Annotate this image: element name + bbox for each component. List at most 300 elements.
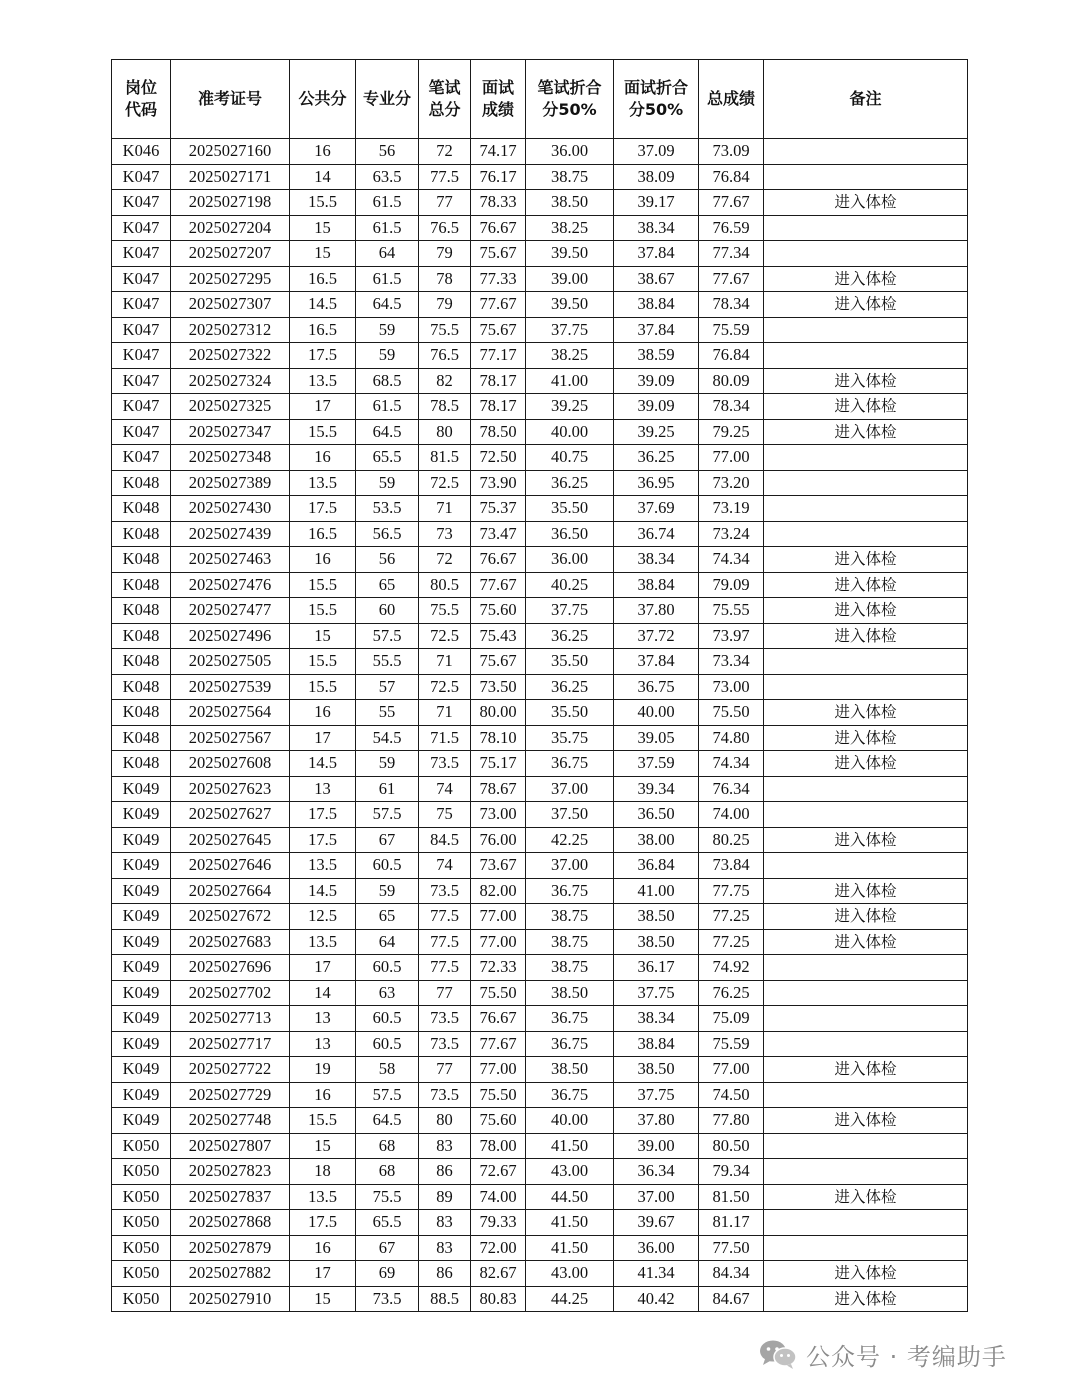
table-row — [112, 496, 968, 522]
table-cell: 43.00 — [526, 1261, 614, 1287]
table-cell: 2025027307 — [171, 292, 290, 318]
table-cell: K047 — [112, 215, 171, 241]
table-cell: 76.5 — [419, 343, 471, 369]
table-cell: 36.34 — [614, 1159, 699, 1185]
header-position-code: 岗位 代码 — [124, 78, 157, 119]
table-cell: 56 — [356, 139, 419, 165]
table-row — [112, 623, 968, 649]
table-cell — [764, 317, 968, 343]
table-cell: 78.50 — [471, 419, 526, 445]
table-cell: K048 — [112, 496, 171, 522]
table-cell: 16 — [290, 1235, 356, 1261]
table-cell: 63 — [356, 980, 419, 1006]
table-cell: 64.5 — [356, 292, 419, 318]
table-cell: 84.5 — [419, 827, 471, 853]
table-cell: 77.33 — [471, 266, 526, 292]
table-cell: K048 — [112, 751, 171, 777]
table-cell: 36.95 — [614, 470, 699, 496]
table-cell: 38.59 — [614, 343, 699, 369]
table-cell: K047 — [112, 419, 171, 445]
table-cell: 83 — [419, 1235, 471, 1261]
table-cell: 78.17 — [471, 368, 526, 394]
table-cell: 39.09 — [614, 368, 699, 394]
table-cell: 80 — [419, 419, 471, 445]
table-cell: 76.17 — [471, 164, 526, 190]
table-cell: 77.67 — [699, 266, 764, 292]
header-interview-score: 面试 成绩 — [481, 78, 514, 119]
table-cell: 71 — [419, 496, 471, 522]
table-cell — [764, 674, 968, 700]
table-cell: 60.5 — [356, 853, 419, 879]
table-cell: 39.09 — [614, 394, 699, 420]
table-cell: 38.25 — [526, 215, 614, 241]
table-cell: 76.67 — [471, 1006, 526, 1032]
table-cell: 67 — [356, 827, 419, 853]
table-cell: 35.50 — [526, 496, 614, 522]
table-cell — [764, 1031, 968, 1057]
table-cell: 36.74 — [614, 521, 699, 547]
table-cell: 13.5 — [290, 1184, 356, 1210]
table-cell: 73.84 — [699, 853, 764, 879]
table-cell: 15 — [290, 241, 356, 267]
table-cell: 38.75 — [526, 955, 614, 981]
table-cell: 36.75 — [526, 751, 614, 777]
table-cell — [764, 1133, 968, 1159]
table-cell: 68 — [356, 1159, 419, 1185]
table-cell: 65 — [356, 904, 419, 930]
table-cell: K049 — [112, 1057, 171, 1083]
table-cell: 78.34 — [699, 394, 764, 420]
table-cell: 67 — [356, 1235, 419, 1261]
table-cell: 77.00 — [699, 445, 764, 471]
table-cell: 77.00 — [699, 1057, 764, 1083]
table-cell: 74.34 — [699, 751, 764, 777]
table-cell: K049 — [112, 1082, 171, 1108]
table-cell: 79 — [419, 241, 471, 267]
table-cell: 74.17 — [471, 139, 526, 165]
table-cell: 75.59 — [699, 317, 764, 343]
table-cell: 75.55 — [699, 598, 764, 624]
table-cell: 15.5 — [290, 419, 356, 445]
table-row — [112, 139, 968, 165]
table-cell: 72.5 — [419, 470, 471, 496]
table-row — [112, 1006, 968, 1032]
table-cell: 14.5 — [290, 751, 356, 777]
table-cell: 38.84 — [614, 1031, 699, 1057]
table-cell: 37.59 — [614, 751, 699, 777]
table-cell: 76.67 — [471, 547, 526, 573]
table-cell: 72.33 — [471, 955, 526, 981]
table-cell: 38.50 — [526, 1057, 614, 1083]
table-cell: K046 — [112, 139, 171, 165]
table-cell: 75.60 — [471, 598, 526, 624]
table-cell: 76.25 — [699, 980, 764, 1006]
table-cell: 44.50 — [526, 1184, 614, 1210]
header-interview-weighted: 面试折合 分50% — [623, 78, 688, 119]
table-cell — [764, 1235, 968, 1261]
table-cell: 36.50 — [614, 802, 699, 828]
table-row — [112, 980, 968, 1006]
table-cell: 75.5 — [356, 1184, 419, 1210]
table-cell: 73.5 — [419, 751, 471, 777]
table-cell: 2025027683 — [171, 929, 290, 955]
table-cell: 39.17 — [614, 190, 699, 216]
table-cell: 74 — [419, 776, 471, 802]
table-cell: 74.00 — [699, 802, 764, 828]
table-cell: 54.5 — [356, 725, 419, 751]
table-cell: 15 — [290, 1133, 356, 1159]
table-cell: 75.67 — [471, 317, 526, 343]
table-cell: K049 — [112, 929, 171, 955]
table-cell: 64 — [356, 929, 419, 955]
table-cell: 65 — [356, 572, 419, 598]
table-cell: 2025027910 — [171, 1286, 290, 1312]
table-cell: 38.50 — [614, 1057, 699, 1083]
table-cell: 59 — [356, 878, 419, 904]
table-cell: 进入体检 — [764, 190, 968, 216]
table-row — [112, 649, 968, 675]
table-cell: 83 — [419, 1210, 471, 1236]
table-cell: 57.5 — [356, 623, 419, 649]
table-cell: 77.00 — [471, 904, 526, 930]
table-cell: 61.5 — [356, 190, 419, 216]
table-cell: 2025027623 — [171, 776, 290, 802]
table-cell: 38.50 — [614, 929, 699, 955]
table-row — [112, 776, 968, 802]
table-cell — [764, 445, 968, 471]
table-cell: 77.34 — [699, 241, 764, 267]
table-cell: 77 — [419, 190, 471, 216]
table-cell: 53.5 — [356, 496, 419, 522]
table-cell: 73.5 — [356, 1286, 419, 1312]
table-cell: 84.34 — [699, 1261, 764, 1287]
table-row — [112, 1235, 968, 1261]
table-cell: 78.5 — [419, 394, 471, 420]
table-row — [112, 700, 968, 726]
table-cell — [764, 496, 968, 522]
table-cell: 37.84 — [614, 317, 699, 343]
table-cell: 77.5 — [419, 929, 471, 955]
table-cell: 73.00 — [471, 802, 526, 828]
table-cell: 2025027204 — [171, 215, 290, 241]
table-cell: K048 — [112, 572, 171, 598]
table-cell — [764, 955, 968, 981]
table-cell: 73.97 — [699, 623, 764, 649]
table-cell: K047 — [112, 292, 171, 318]
table-cell: 36.25 — [526, 470, 614, 496]
table-cell: 2025027646 — [171, 853, 290, 879]
table-cell: 39.67 — [614, 1210, 699, 1236]
table-cell: 59 — [356, 470, 419, 496]
table-cell: 13.5 — [290, 929, 356, 955]
table-cell: 77.5 — [419, 904, 471, 930]
table-cell: 75.43 — [471, 623, 526, 649]
table-cell: 36.00 — [614, 1235, 699, 1261]
table-cell: 75 — [419, 802, 471, 828]
table-cell: 37.75 — [614, 980, 699, 1006]
header-remarks: 备注 — [849, 89, 882, 108]
table-cell: 12.5 — [290, 904, 356, 930]
table-cell: K050 — [112, 1210, 171, 1236]
table-cell: 15.5 — [290, 572, 356, 598]
table-cell: 进入体检 — [764, 266, 968, 292]
table-cell: 81.50 — [699, 1184, 764, 1210]
table-cell: 81.5 — [419, 445, 471, 471]
table-cell: 74.50 — [699, 1082, 764, 1108]
table-row — [112, 521, 968, 547]
table-cell: K050 — [112, 1159, 171, 1185]
table-row — [112, 1108, 968, 1134]
table-cell: 38.50 — [614, 904, 699, 930]
table-row — [112, 1261, 968, 1287]
table-cell: K047 — [112, 343, 171, 369]
table-cell: 83 — [419, 1133, 471, 1159]
table-cell: 68 — [356, 1133, 419, 1159]
table-cell: 39.00 — [526, 266, 614, 292]
table-cell: 进入体检 — [764, 572, 968, 598]
table-cell: 71 — [419, 700, 471, 726]
table-cell: 72.00 — [471, 1235, 526, 1261]
table-row — [112, 1286, 968, 1312]
table-cell: 2025027160 — [171, 139, 290, 165]
table-row — [112, 598, 968, 624]
table-cell: 77.00 — [471, 929, 526, 955]
table-cell: 43.00 — [526, 1159, 614, 1185]
table-cell: K047 — [112, 394, 171, 420]
table-cell: K047 — [112, 241, 171, 267]
table-cell: 37.00 — [526, 853, 614, 879]
table-cell: 74.92 — [699, 955, 764, 981]
table-cell: 40.00 — [526, 1108, 614, 1134]
table-cell: 进入体检 — [764, 419, 968, 445]
table-cell: 36.84 — [614, 853, 699, 879]
table-cell: 2025027430 — [171, 496, 290, 522]
table-row — [112, 725, 968, 751]
table-cell: 2025027463 — [171, 547, 290, 573]
table-cell: 36.25 — [614, 445, 699, 471]
table-cell: 2025027198 — [171, 190, 290, 216]
table-row — [112, 827, 968, 853]
table-cell: 17.5 — [290, 827, 356, 853]
table-cell: 80.25 — [699, 827, 764, 853]
table-cell: K049 — [112, 1006, 171, 1032]
table-cell: 16.5 — [290, 521, 356, 547]
table-cell: K050 — [112, 1235, 171, 1261]
table-cell: K047 — [112, 164, 171, 190]
table-cell: K048 — [112, 623, 171, 649]
table-cell: 36.00 — [526, 139, 614, 165]
table-cell — [764, 980, 968, 1006]
table-cell: 36.00 — [526, 547, 614, 573]
table-cell: K047 — [112, 317, 171, 343]
table-cell: 78.67 — [471, 776, 526, 802]
table-cell: K049 — [112, 955, 171, 981]
table-cell: 18 — [290, 1159, 356, 1185]
table-cell: 37.00 — [526, 776, 614, 802]
table-cell: 2025027322 — [171, 343, 290, 369]
table-cell: 61.5 — [356, 215, 419, 241]
table-row — [112, 955, 968, 981]
table-cell: K048 — [112, 649, 171, 675]
table-cell: 74.34 — [699, 547, 764, 573]
table-cell: 37.75 — [526, 317, 614, 343]
table-row — [112, 292, 968, 318]
table-row — [112, 445, 968, 471]
table-cell: 35.75 — [526, 725, 614, 751]
table-cell: 77.17 — [471, 343, 526, 369]
table-cell: 82 — [419, 368, 471, 394]
table-cell: 86 — [419, 1159, 471, 1185]
table-cell: 2025027312 — [171, 317, 290, 343]
table-cell: 75.37 — [471, 496, 526, 522]
table-cell: K048 — [112, 470, 171, 496]
table-cell: 2025027496 — [171, 623, 290, 649]
table-cell: 2025027879 — [171, 1235, 290, 1261]
table-cell: 17.5 — [290, 1210, 356, 1236]
table-cell: 78.00 — [471, 1133, 526, 1159]
table-cell: 72.5 — [419, 674, 471, 700]
table-cell: K048 — [112, 725, 171, 751]
table-cell: 60.5 — [356, 1031, 419, 1057]
table-cell: 73.5 — [419, 1031, 471, 1057]
table-cell: 57.5 — [356, 1082, 419, 1108]
table-cell: 14.5 — [290, 292, 356, 318]
table-cell: 75.5 — [419, 317, 471, 343]
table-cell: 38.67 — [614, 266, 699, 292]
table-cell: 14 — [290, 164, 356, 190]
table-cell: 36.50 — [526, 521, 614, 547]
table-cell — [764, 215, 968, 241]
table-cell: 2025027717 — [171, 1031, 290, 1057]
table-cell: 59 — [356, 343, 419, 369]
table-cell: 2025027348 — [171, 445, 290, 471]
table-cell: 77.67 — [471, 572, 526, 598]
table-cell: 进入体检 — [764, 929, 968, 955]
table-cell: K047 — [112, 266, 171, 292]
table-cell: 40.00 — [614, 700, 699, 726]
table-cell: 42.25 — [526, 827, 614, 853]
table-row — [112, 1184, 968, 1210]
table-cell: 76.59 — [699, 215, 764, 241]
table-cell: 37.00 — [614, 1184, 699, 1210]
table-cell: 39.50 — [526, 241, 614, 267]
table-cell: 2025027696 — [171, 955, 290, 981]
table-cell: 2025027324 — [171, 368, 290, 394]
header-cell — [356, 60, 419, 139]
table-row — [112, 904, 968, 930]
table-cell: 16.5 — [290, 317, 356, 343]
table-cell: 75.67 — [471, 649, 526, 675]
table-cell: 77.5 — [419, 164, 471, 190]
table-cell: 75.5 — [419, 598, 471, 624]
table-cell: 80.83 — [471, 1286, 526, 1312]
table-cell: 77 — [419, 980, 471, 1006]
table-cell: 72 — [419, 547, 471, 573]
table-cell: 64 — [356, 241, 419, 267]
table-cell: 17 — [290, 1261, 356, 1287]
table-row — [112, 470, 968, 496]
table-row — [112, 878, 968, 904]
table-cell: 84.67 — [699, 1286, 764, 1312]
table-cell: 2025027645 — [171, 827, 290, 853]
table-cell: 73.34 — [699, 649, 764, 675]
table-cell: 72 — [419, 139, 471, 165]
table-cell: 2025027722 — [171, 1057, 290, 1083]
table-cell: 78.34 — [699, 292, 764, 318]
table-cell: 80.5 — [419, 572, 471, 598]
table-cell: 15.5 — [290, 190, 356, 216]
table-cell: 41.50 — [526, 1235, 614, 1261]
table-row — [112, 317, 968, 343]
table-row — [112, 929, 968, 955]
table-cell: 75.59 — [699, 1031, 764, 1057]
table-cell: 64.5 — [356, 419, 419, 445]
table-cell: 35.50 — [526, 649, 614, 675]
table-cell — [764, 1082, 968, 1108]
table-cell: 80.50 — [699, 1133, 764, 1159]
table-cell: 38.34 — [614, 1006, 699, 1032]
table-cell: 41.34 — [614, 1261, 699, 1287]
table-cell: 78 — [419, 266, 471, 292]
table-cell: 55.5 — [356, 649, 419, 675]
table-cell: 74.80 — [699, 725, 764, 751]
table-cell: 39.25 — [614, 419, 699, 445]
table-cell: 37.80 — [614, 598, 699, 624]
table-cell: 39.00 — [614, 1133, 699, 1159]
table-cell: 2025027477 — [171, 598, 290, 624]
header-ticket-number: 准考证号 — [197, 89, 262, 108]
table-cell: 2025027207 — [171, 241, 290, 267]
table-cell: K048 — [112, 598, 171, 624]
table-cell: 19 — [290, 1057, 356, 1083]
table-cell: 73.67 — [471, 853, 526, 879]
table-cell: 78.33 — [471, 190, 526, 216]
table-cell: 75.50 — [471, 1082, 526, 1108]
table-cell: 41.50 — [526, 1133, 614, 1159]
table-cell: 38.75 — [526, 929, 614, 955]
table-row — [112, 547, 968, 573]
table-cell: 73 — [419, 521, 471, 547]
table-cell: 79.34 — [699, 1159, 764, 1185]
table-cell: 38.50 — [526, 190, 614, 216]
table-cell: 79 — [419, 292, 471, 318]
table-cell: K049 — [112, 802, 171, 828]
table-cell: 39.25 — [526, 394, 614, 420]
table-cell: K049 — [112, 827, 171, 853]
table-cell: 进入体检 — [764, 1286, 968, 1312]
table-cell: 79.25 — [699, 419, 764, 445]
table-cell: 80.09 — [699, 368, 764, 394]
wechat-icon — [758, 1338, 798, 1370]
table-cell: 2025027389 — [171, 470, 290, 496]
table-cell: 77.80 — [699, 1108, 764, 1134]
table-cell: K048 — [112, 547, 171, 573]
table-cell: K050 — [112, 1286, 171, 1312]
table-row — [112, 1210, 968, 1236]
table-cell: 41.00 — [614, 878, 699, 904]
header-cell — [290, 60, 356, 139]
table-cell: 60 — [356, 598, 419, 624]
table-cell: K049 — [112, 1031, 171, 1057]
table-cell: 72.50 — [471, 445, 526, 471]
table-cell: 72.67 — [471, 1159, 526, 1185]
table-cell: 75.09 — [699, 1006, 764, 1032]
table-cell: 78.10 — [471, 725, 526, 751]
table-cell: 2025027539 — [171, 674, 290, 700]
table-cell: 2025027476 — [171, 572, 290, 598]
table-cell: 40.25 — [526, 572, 614, 598]
table-cell: 2025027748 — [171, 1108, 290, 1134]
